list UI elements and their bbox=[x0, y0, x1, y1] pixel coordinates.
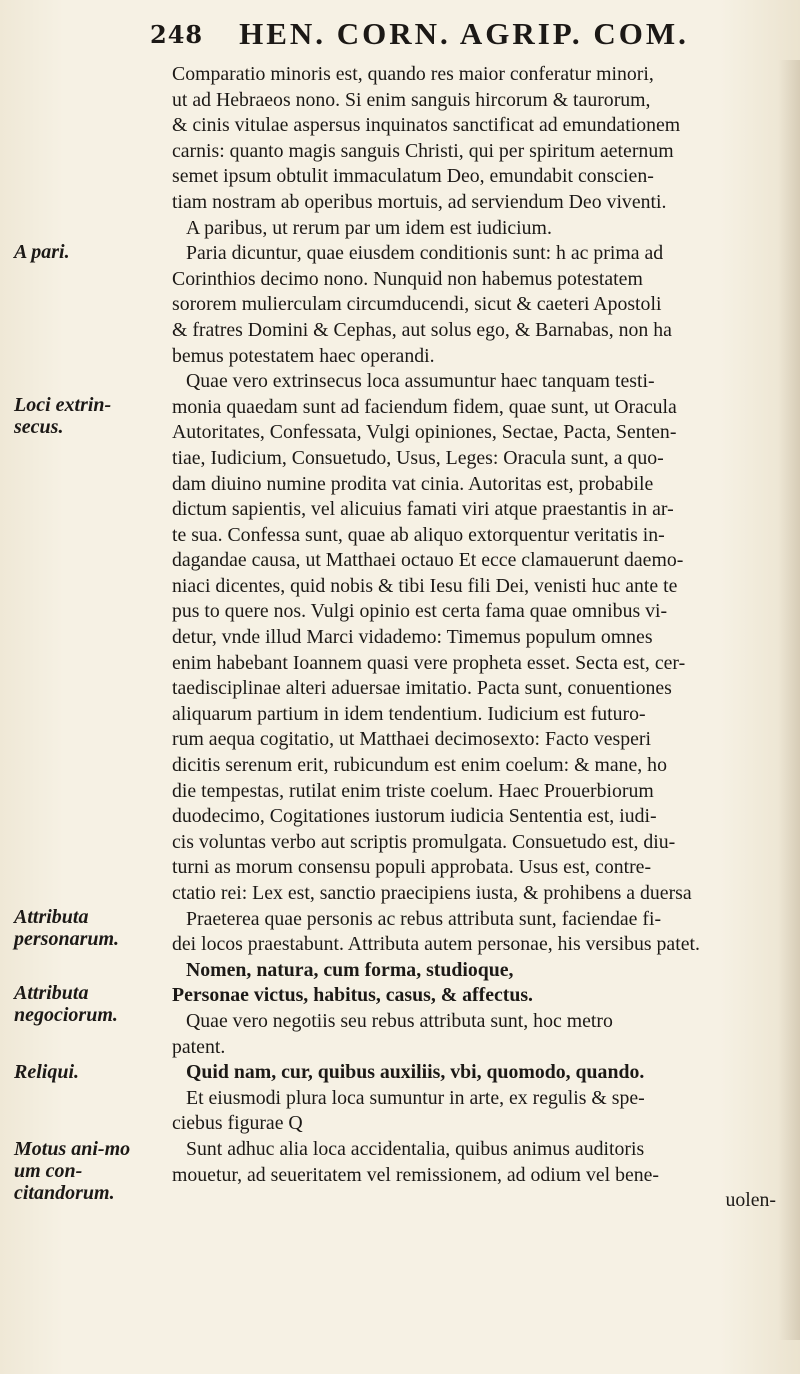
text-line: dictum sapientis, vel alicuius famati viri atque praestantis in ar- bbox=[172, 498, 674, 521]
text-line: die tempestas, rutilat enim triste coelum. Haec Prouerbiorum bbox=[172, 779, 654, 802]
text-line: Paria dicuntur, quae eiusdem conditionis sunt: h ac prima ad bbox=[186, 242, 664, 265]
text-line: aliquarum partium in idem tendentium. Iudicium est futuro- bbox=[172, 702, 646, 725]
margin-note: Loci extrin-secus. bbox=[14, 394, 112, 438]
text-line: rum aequa cogitatio, ut Matthaei decimosexto: Facto vesperi bbox=[172, 728, 651, 751]
running-head: HEN. CORN. AGRIP. COM. bbox=[239, 16, 689, 51]
text-line: bemus potestatem haec operandi. bbox=[172, 344, 435, 367]
catchword: uolen- bbox=[725, 1189, 776, 1212]
text-line: A paribus, ut rerum par um idem est iudicium. bbox=[186, 216, 552, 239]
text-line: ut ad Hebraeos nono. Si enim sanguis hircorum & taurorum, bbox=[172, 88, 651, 111]
text-line: Comparatio minoris est, quando res maior conferatur minori, bbox=[172, 63, 654, 85]
text-line: Corinthios decimo nono. Nunquid non habemus potestatem bbox=[172, 267, 643, 290]
text-line: & fratres Domini & Cephas, aut solus ego, & Barnabas, non ha bbox=[172, 318, 672, 341]
verse-line: Quid nam, cur, quibus auxiliis, vbi, quomodo, quando. bbox=[186, 1061, 645, 1084]
text-line: dei locos praestabunt. Attributa autem personae, his versibus patet. bbox=[172, 933, 700, 956]
verse-line: Nomen, natura, cum forma, studioque, bbox=[186, 958, 514, 981]
text-line: enim habebant Ioannem quasi vere propheta esset. Secta est, cer- bbox=[172, 651, 686, 674]
margin-note: Attributa negociorum. bbox=[14, 982, 118, 1026]
text-line: & cinis vitulae aspersus inquinatos sanctificat ad emundationem bbox=[172, 114, 681, 137]
verse-line: Personae victus, habitus, casus, & affectus. bbox=[172, 984, 533, 1007]
text-line: Praeterea quae personis ac rebus attributa sunt, faciendae fi- bbox=[186, 907, 662, 930]
text-line: Quae vero negotiis seu rebus attributa sunt, hoc metro bbox=[186, 1009, 613, 1032]
text-line: Sunt adhuc alia loca accidentalia, quibus animus auditoris bbox=[186, 1137, 645, 1160]
body-text bbox=[172, 62, 776, 1214]
text-line: dam diuino numine prodita vat cinia. Autoritas est, probabile bbox=[172, 472, 654, 495]
text-line: tiae, Iudicium, Consuetudo, Usus, Leges: Oracula sunt, a quo- bbox=[172, 446, 664, 469]
text-line: turni as morum consensu populi approbata. Usus est, contre- bbox=[172, 856, 652, 879]
text-line: mouetur, ad seueritatem vel remissionem, ad odium vel bene- bbox=[172, 1163, 659, 1186]
text-line: sororem mulierculam circumducendi, sicut & caeteri Apostoli bbox=[172, 293, 662, 316]
text-line: tiam nostram ab operibus mortuis, ad serviendum Deo viventi. bbox=[172, 190, 667, 213]
text-line: dicitis serenum erit, rubicundum est enim coelum: & mane, ho bbox=[172, 754, 667, 777]
margin-note: A pari. bbox=[14, 241, 70, 263]
text-line: ciebus figurae Q bbox=[172, 1112, 303, 1135]
margin-note: Reliqui. bbox=[14, 1061, 80, 1083]
text-line: taedisciplinae alteri aduersae imitatio. Pacta sunt, conuentiones bbox=[172, 677, 672, 700]
text-line: detur, vnde illud Marci vidademo: Timemus populum omnes bbox=[172, 626, 653, 649]
text-line: niaci dicentes, quid nobis & tibi Iesu fili Dei, venisti huc ante te bbox=[172, 574, 678, 597]
text-line: te sua. Confessa sunt, quae ab aliquo extorquentur veritatis in- bbox=[172, 523, 665, 546]
text-line: patent. bbox=[172, 1035, 226, 1058]
text-line: Et eiusmodi plura loca sumuntur in arte, ex regulis & spe- bbox=[186, 1086, 645, 1109]
text-line: Autoritates, Confessata, Vulgi opiniones, Sectae, Pacta, Senten- bbox=[172, 421, 677, 444]
margin-note: Attributa personarum. bbox=[14, 906, 120, 950]
text-line: dagandae causa, ut Matthaei octauo Et ecce clamauerunt daemo- bbox=[172, 549, 684, 572]
text-line: pus to quere nos. Vulgi opinio est certa fama quae omnibus vi- bbox=[172, 600, 668, 623]
text-line: duodecimo, Cogitationes iustorum iudicia Sententia est, iudi- bbox=[172, 805, 657, 828]
text-line: carnis: quanto magis sanguis Christi, qui per spiritum aeternum bbox=[172, 139, 674, 162]
text-line: monia quaedam sunt ad faciendum fidem, quae sunt, ut Oracula bbox=[172, 395, 677, 418]
page-number: 248 bbox=[150, 19, 204, 49]
text-line: semet ipsum obtulit immaculatum Deo, emundabit conscien- bbox=[172, 165, 654, 188]
page-header bbox=[150, 12, 770, 56]
text-line: ctatio rei: Lex est, sanctio praecipiens iusta, & prohibens a duersa bbox=[172, 882, 692, 904]
text-line: cis voluntas verbo aut scriptis promulgata. Consuetudo est, diu- bbox=[172, 830, 676, 853]
text-line: Quae vero extrinsecus loca assumuntur haec tanquam testi- bbox=[186, 370, 655, 393]
page-edge-shadow bbox=[778, 60, 800, 1340]
margin-note: Motus ani-mo um con-citandorum. bbox=[14, 1138, 131, 1204]
